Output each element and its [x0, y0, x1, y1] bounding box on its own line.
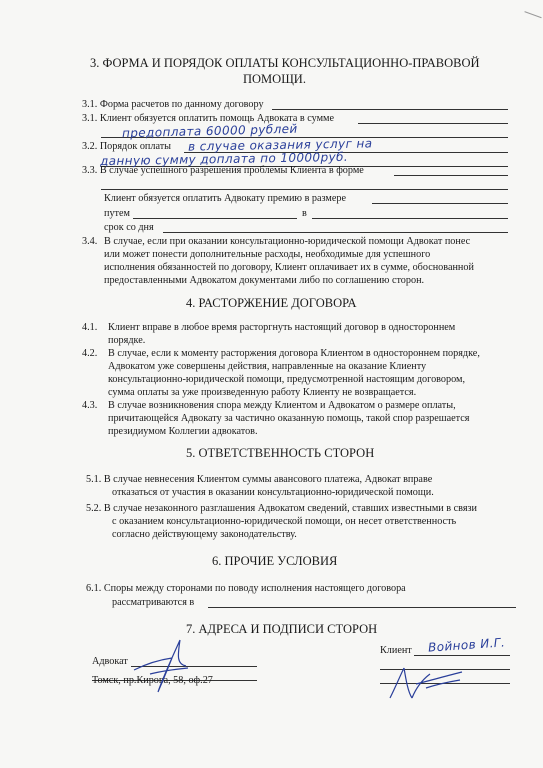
item-5-2-line3: согласно действующему законодательству. — [112, 529, 297, 540]
bonus-blank — [372, 203, 508, 204]
item-4-2-num: 4.2. — [82, 348, 98, 359]
advocate-signature — [128, 634, 198, 696]
way-mid: в — [302, 208, 307, 219]
item-5-2-line2: с оказанием консультационно-юридической помощи, он несет ответственность — [112, 516, 457, 527]
section3-heading-line2: ПОМОЩИ. — [243, 72, 306, 86]
item-4-2-line4: сумма оплаты за уже произведенную работу Клиенту не возвращается. — [108, 387, 417, 398]
page-edge-mark — [522, 11, 541, 24]
item-4-2-line3: консультационно-юридической помощи, предусмотренной настоящим договором, — [108, 374, 465, 385]
item-6-1-blank — [208, 607, 516, 608]
item-4-1-line2: порядке. — [108, 335, 146, 346]
advocate-label: Адвокат — [92, 656, 128, 667]
item-3-4-line2: или может понести дополнительные расходы, необходимые для успешного — [104, 249, 431, 260]
item-3-4-line3: исполнения обязанностей по договору, Клиент оплачивает их в сумме, обоснованной — [104, 262, 474, 273]
way-blank-2 — [312, 218, 508, 219]
item-3-4-line4: предоставленными Адвокатом документами либо по соглашению сторон. — [104, 275, 425, 286]
item-4-3-line1: В случае возникновения спора между Клиентом и Адвокатом о размере оплаты, — [108, 400, 456, 411]
item-3-2: 3.2. Порядок оплаты — [82, 141, 172, 152]
way-label: путем — [104, 208, 130, 219]
client-label: Клиент — [380, 645, 412, 656]
item-4-3-num: 4.3. — [82, 400, 98, 411]
item-4-2-line1: В случае, если к моменту расторжения договора Клиентом в одностороннем порядке, — [108, 348, 480, 359]
term-label: срок со дня — [104, 222, 154, 233]
item-4-2-line2: Адвокатом уже совершены действия, направленные на оказание Клиенту — [108, 361, 427, 372]
item-3-4-num: 3.4. — [82, 236, 98, 247]
section7-heading: 7. АДРЕСА И ПОДПИСИ СТОРОН — [186, 622, 378, 636]
item-4-1-num: 4.1. — [82, 322, 98, 333]
item-3-3-blank — [394, 175, 508, 176]
item-4-3-line3: президиумом Коллегии адвокатов. — [108, 426, 258, 437]
client-name-line — [414, 655, 510, 656]
item-3-3-blank-2 — [101, 189, 508, 190]
section4-heading: 4. РАСТОРЖЕНИЕ ДОГОВОРА — [186, 296, 357, 310]
term-blank — [163, 232, 508, 233]
handwritten-order-1: в случае оказания услуг на — [187, 136, 373, 154]
item-3-4-line1: В случае, если при оказании консультационно-юридической помощи Адвокат понес — [104, 236, 471, 247]
item-6-1-line2: рассматриваются в — [112, 597, 195, 608]
item-3-1: 3.1. Форма расчетов по данному договору — [82, 99, 264, 110]
item-3-1-b-blank — [358, 123, 508, 124]
section3-heading-line1: 3. ФОРМА И ПОРЯДОК ОПЛАТЫ КОНСУЛЬТАЦИОННО-ПРАВОВОЙ — [90, 56, 480, 70]
item-5-2-line1: 5.2. В случае незаконного разглашения Адвокатом сведений, ставших известными в связи — [86, 503, 477, 514]
item-5-1-line2: отказаться от участия в оказании консультационно-юридической помощи. — [112, 487, 434, 498]
way-blank — [133, 218, 297, 219]
item-3-1-b: 3.1. Клиент обязуется оплатить помощь Адвоката в сумме — [82, 113, 335, 124]
bonus-line: Клиент обязуется оплатить Адвокату премию в размере — [104, 193, 347, 204]
item-4-3-line2: причитающейся Адвокату за частично оказанную помощь, такой спор разрешается — [108, 413, 470, 424]
client-signature — [386, 658, 468, 704]
section6-heading: 6. ПРОЧИЕ УСЛОВИЯ — [212, 554, 338, 568]
item-5-1-line1: 5.1. В случае невнесения Клиентом суммы авансового платежа, Адвокат вправе — [86, 474, 433, 485]
section5-heading: 5. ОТВЕТСТВЕННОСТЬ СТОРОН — [186, 446, 375, 460]
handwritten-order-2: данную сумму доплата по 10000руб. — [99, 149, 349, 169]
handwritten-amount: предоплата 60000 рублей — [121, 121, 298, 141]
item-4-1-line1: Клиент вправе в любое время расторгнуть настоящий договор в одностороннем — [108, 322, 456, 333]
item-6-1-line1: 6.1. Споры между сторонами по поводу исполнения настоящего договора — [86, 583, 406, 594]
advocate-address: Томск, пр.Кирова, 58, оф.27 — [92, 675, 213, 686]
client-name-handwritten: Войнов И.Г. — [427, 635, 506, 655]
item-3-1-blank — [272, 109, 508, 110]
item-3-3: 3.3. В случае успешного разрешения проблемы Клиента в форме — [82, 165, 364, 176]
